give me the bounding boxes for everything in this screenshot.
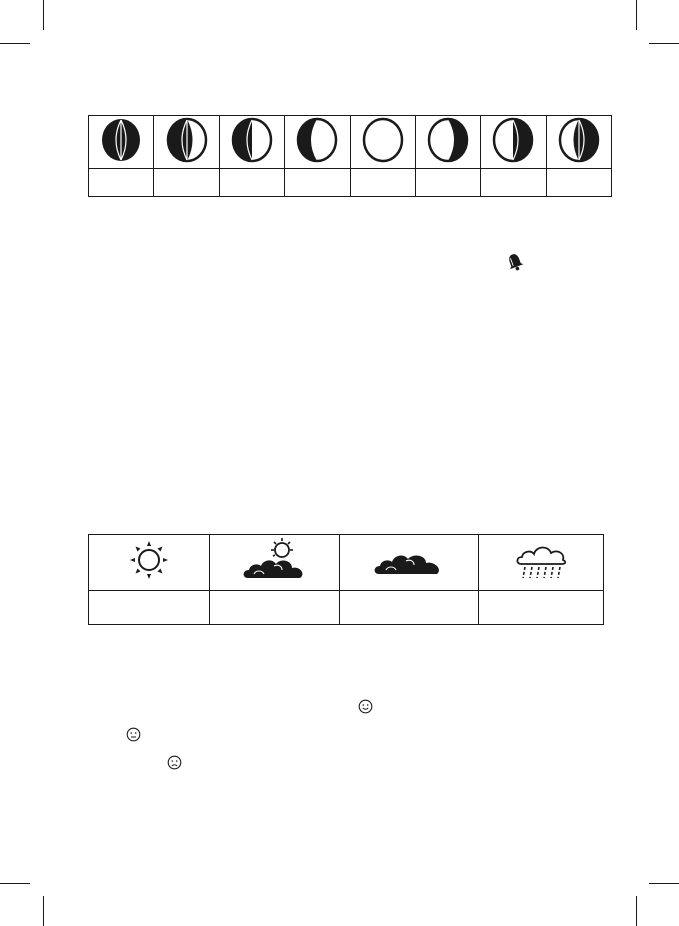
moon-phase-cell [219, 116, 284, 169]
waning-crescent-icon [295, 117, 339, 163]
crop-mark [43, 0, 44, 30]
moon-phase-cell [350, 116, 415, 169]
crop-mark [636, 896, 637, 926]
rainy-icon [513, 540, 569, 580]
weather-label [210, 591, 340, 625]
waning-gibbous-icon [165, 117, 209, 163]
comfortable-face-icon [358, 699, 373, 714]
moon-phase-label [219, 169, 284, 197]
weather-cell [479, 535, 604, 591]
crop-mark [43, 896, 44, 926]
crop-mark [649, 883, 679, 884]
moon-phase-cell [546, 116, 611, 169]
moon-phase-label [350, 169, 415, 197]
weather-forecast-table [88, 534, 604, 625]
weather-cell [340, 535, 479, 591]
first-quarter-icon [491, 117, 535, 163]
moon-phase-label [415, 169, 480, 197]
weather-cell [210, 535, 340, 591]
neutral-face-icon [126, 727, 141, 742]
waxing-crescent-icon [426, 117, 470, 163]
alarm-bell-icon [505, 252, 525, 272]
weather-label [479, 591, 604, 625]
partly-cloudy-icon [240, 536, 310, 584]
moon-phase-label [546, 169, 611, 197]
moon-phase-cell [481, 116, 546, 169]
moon-phase-label [285, 169, 350, 197]
moon-phase-label [89, 169, 154, 197]
crop-mark [636, 0, 637, 30]
crop-mark [0, 43, 30, 44]
weather-cell [89, 535, 210, 591]
moon-phase-cell [285, 116, 350, 169]
moon-phase-label [154, 169, 219, 197]
full-moon-icon [99, 117, 143, 163]
uncomfortable-face-icon [167, 755, 182, 770]
moon-phase-cell [154, 116, 219, 169]
sunny-icon [127, 538, 171, 582]
cloudy-icon [373, 540, 445, 580]
waxing-gibbous-icon [557, 117, 601, 163]
weather-label [89, 591, 210, 625]
weather-label [340, 591, 479, 625]
moon-phase-cell [415, 116, 480, 169]
moon-phase-label [481, 169, 546, 197]
moon-phase-table [88, 115, 612, 197]
last-quarter-icon [230, 117, 274, 163]
new-moon-icon [361, 117, 405, 163]
crop-mark [649, 43, 679, 44]
crop-mark [0, 883, 30, 884]
moon-phase-cell [89, 116, 154, 169]
